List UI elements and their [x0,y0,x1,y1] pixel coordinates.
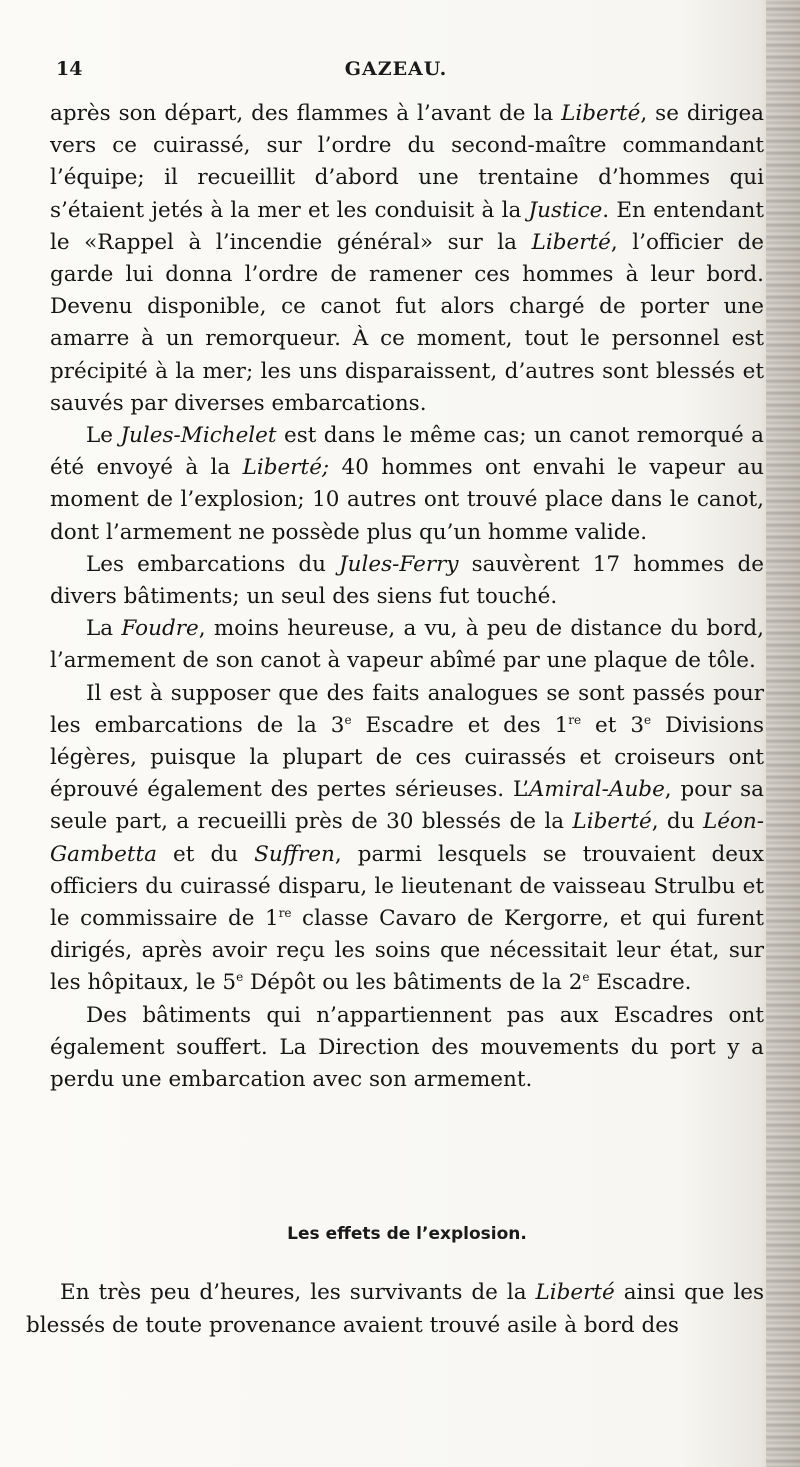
section-heading: Les effets de l’explosion. [287,1224,527,1244]
text-run: , du [651,809,703,835]
superscript: e [644,712,652,727]
body-text [50,98,764,1096]
text-run: . En entendant le «Rappel à l’incendie général» sur la [50,197,764,255]
superscript: e [236,970,244,985]
ship-name: Justice [528,197,603,223]
text-run: Les embarcations du [86,551,339,577]
text-run: En très peu d’heures, les survivants de la [60,1280,536,1305]
running-title: GAZEAU. [344,58,448,80]
ship-name: Jules-Ferry [339,551,459,577]
text-run: Il est à supposer que des faits analogues se sont passés pour les embarcations de la 3 [50,680,764,738]
text-run: La [86,616,122,642]
paragraph [50,549,764,613]
text-run: est dans le même cas; un canot remorqué a été envoyé à la [50,423,764,481]
ship-name: Jules-Michelet [120,423,277,449]
page-edge-shadow [766,0,800,1467]
page-number: 14 [56,58,83,80]
ship-name: Liberté [531,229,611,255]
text-run: Des bâtiments qui n’appartiennent pas aux Escadres ont également souffert. La Direction des mouvements du port y a perdu une embarcation avec son armement. [50,1002,764,1093]
text-run: Divisions légères, puisque la plupart de ces cuirassés et croiseurs ont éprouvé également des pertes sérieuses. L’ [50,712,764,803]
text-run: Dépôt ou les bâtiments de la 2 [243,970,583,996]
paragraph [26,1276,764,1342]
ship-name: Foudre [121,616,199,642]
superscript: re [568,712,582,727]
text-run: , l’officier de garde lui donna l’ordre de ramener ces hommes à leur bord. Devenu disponible, ce canot fut alors chargé de porter une amarre à un remorqueur. À ce moment, tout le personnel est précipité à la mer; les uns disparaissent, d’autres sont blessés et sauvés par diverses embarcations. [50,229,765,416]
text-run: et 3 [581,712,645,738]
paragraph [50,1000,764,1097]
text-run: , pour sa seule part, a recueilli près de 30 blessés de la [50,777,765,835]
ship-name: Léon-Gambetta [50,809,764,867]
text-run: Le [86,423,121,449]
text-run: sauvèrent 17 hommes de divers bâtiments; un seul des siens fut touché. [50,551,764,610]
paragraph [50,98,764,420]
ship-name: Suffren [254,841,335,867]
text-run: , moins heureuse, a vu, à peu de distance du bord, l’armement de son canot à vapeur abîmé par une plaque de tôle. [50,616,764,674]
paragraph [50,420,764,549]
superscript: e [344,712,352,727]
ship-name: Liberté; [242,455,330,481]
text-run: Escadre. [589,970,692,996]
superscript: e [582,970,590,985]
text-run: , se dirigea vers ce cuirassé, sur l’ordre du second-maître commandant l’équipe; il recueillit d’abord une trentaine d’hommes qui s’étaient jetés à la mer et les conduisit à la [50,101,765,223]
text-run: après son départ, des flammes à l’avant de la [50,101,562,126]
ship-name: Liberté [572,809,652,835]
text-run: et du [156,841,255,867]
ship-name: Amiral-Aube [528,777,665,803]
tail-text [26,1276,764,1342]
ship-name: Liberté [561,101,641,126]
paragraph [50,678,764,1000]
superscript: re [278,905,292,920]
text-run: Escadre et des 1 [351,712,569,738]
paragraph [50,613,764,677]
running-header [56,58,736,88]
ship-name: Liberté [535,1280,615,1305]
text-run: classe Cavaro de Kergorre, et qui furent dirigés, après avoir reçu les soins que nécessitait leur état, sur les hôpitaux, le 5 [50,906,764,996]
text-run: ainsi que les blessés de toute provenance avaient trouvé asile à bord des [26,1280,764,1338]
text-run: , parmi lesquels se trouvaient deux officiers du cuirassé disparu, le lieutenant de vaisseau Strulbu et le commissaire de 1 [50,841,764,932]
text-run: 40 hommes ont envahi le vapeur au moment de l’explosion; 10 autres ont trouvé place dans le canot, dont l’armement ne possède plus qu’un homme valide. [50,455,764,545]
